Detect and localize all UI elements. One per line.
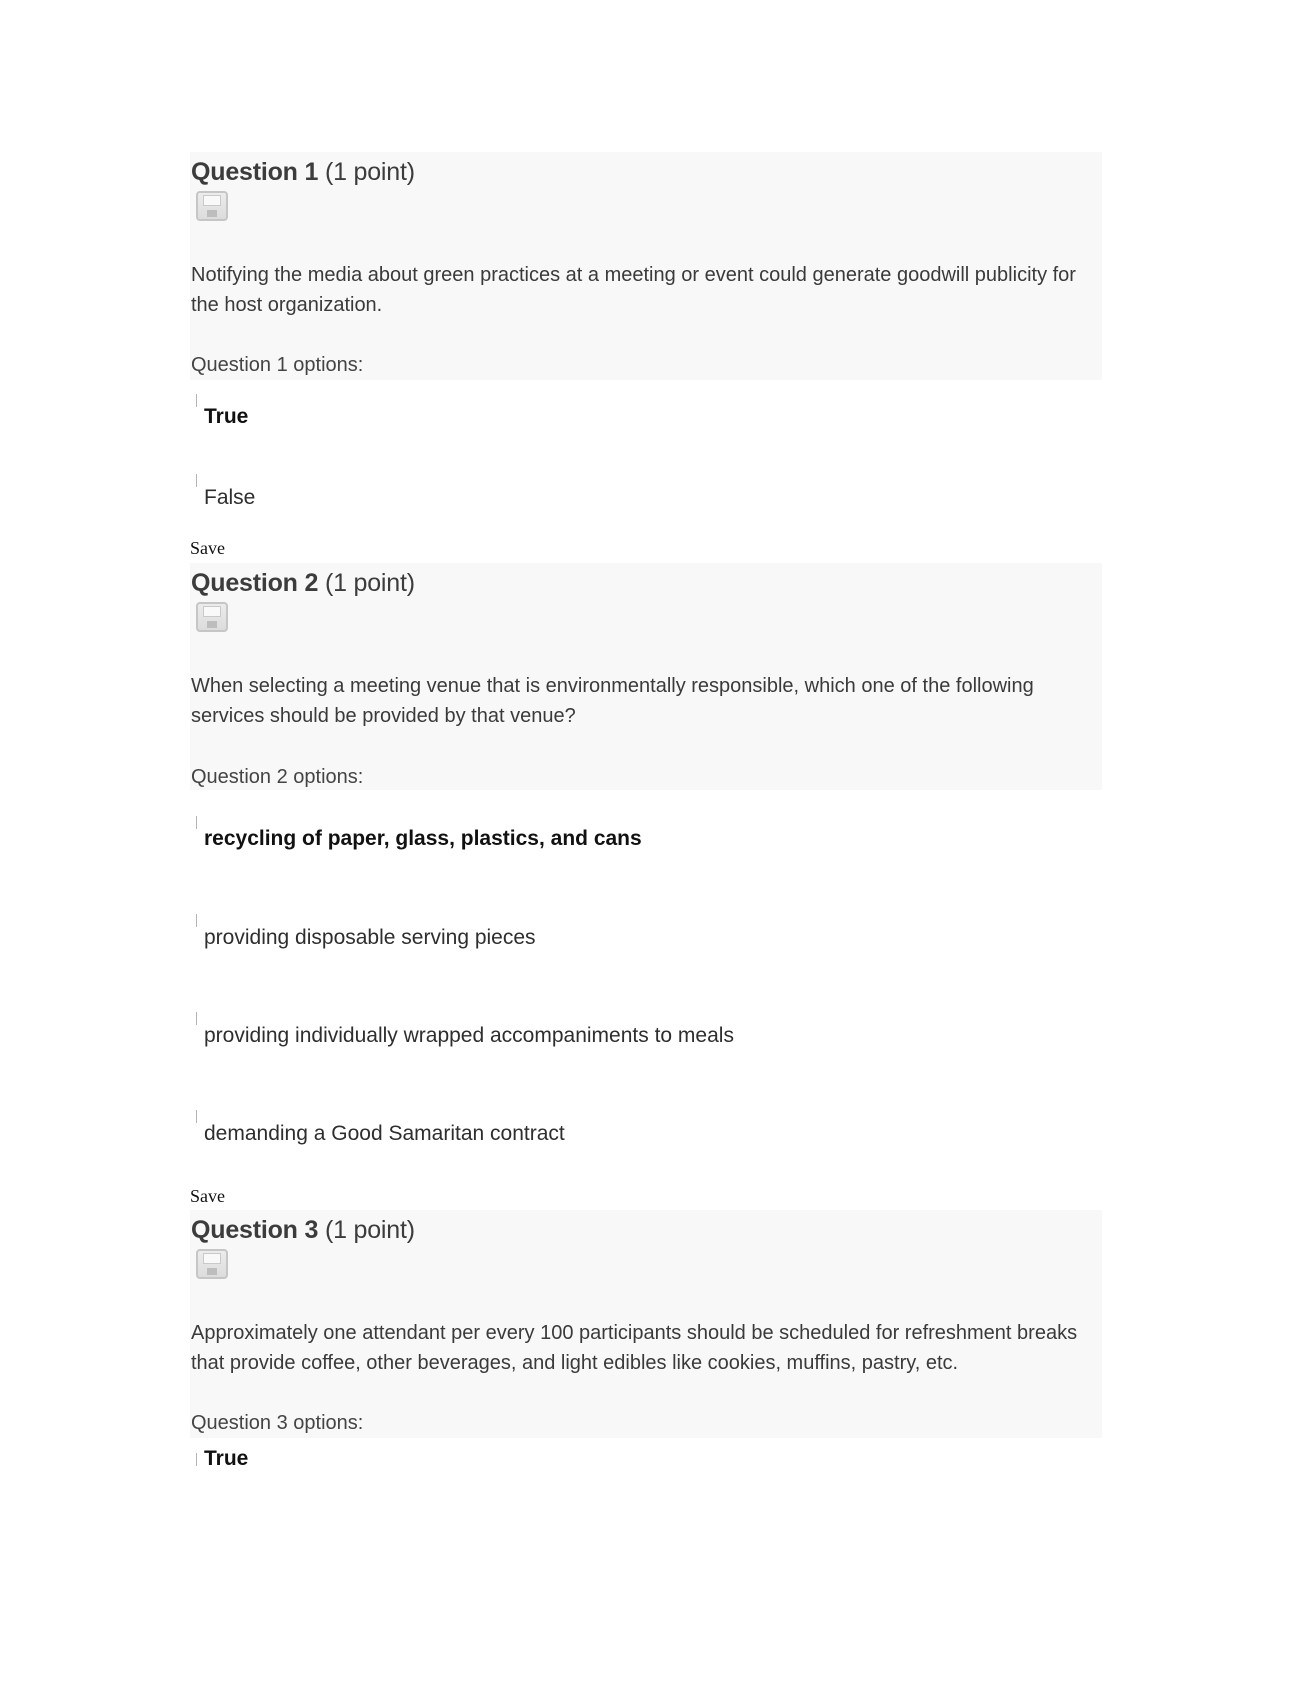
question-2-text: When selecting a meeting venue that is environmentally responsible, which one of the following services should be provided by that venue? (191, 675, 1034, 727)
question-2-option-2[interactable]: providing disposable serving pieces (204, 926, 536, 949)
question-1-points: (1 point) (324, 158, 415, 186)
radio-button-icon[interactable] (196, 1110, 197, 1123)
radio-button-icon[interactable] (196, 474, 197, 487)
question-1-save-link[interactable]: Save (190, 538, 225, 558)
question-2-points: (1 point) (324, 569, 415, 597)
question-1-option-false[interactable]: False (204, 486, 256, 509)
radio-button-icon[interactable] (196, 816, 197, 829)
question-2-save-link[interactable]: Save (190, 1186, 225, 1206)
question-2-options-label: Question 2 options: (191, 766, 364, 788)
question-2-option-4[interactable]: demanding a Good Samaritan contract (204, 1122, 565, 1145)
radio-button-icon[interactable] (196, 394, 197, 407)
question-1-text: Notifying the media about green practices at a meeting or event could generate goodwill publicity for the host organization. (191, 264, 1076, 316)
radio-button-icon[interactable] (196, 914, 197, 927)
floppy-disk-icon[interactable] (196, 1249, 228, 1279)
floppy-disk-icon[interactable] (196, 602, 228, 632)
question-1-number: Question 1 (191, 158, 319, 186)
question-3-text: Approximately one attendant per every 100 participants should be scheduled for refreshment breaks that provide coffee, other beverages, and light edibles like cookies, muffins, pastry, etc. (191, 1322, 1078, 1374)
floppy-disk-icon[interactable] (196, 191, 228, 221)
radio-button-icon[interactable] (196, 1453, 197, 1466)
question-3-option-true[interactable]: True (204, 1447, 249, 1470)
question-2-option-1[interactable]: recycling of paper, glass, plastics, and cans (204, 827, 642, 850)
question-3-title (191, 1216, 415, 1245)
question-1-title (191, 158, 415, 187)
question-2-title (191, 569, 415, 598)
radio-button-icon[interactable] (196, 1012, 197, 1025)
question-1-options-label: Question 1 options: (191, 354, 364, 376)
question-1-option-true[interactable]: True (204, 405, 249, 428)
question-3-points: (1 point) (324, 1216, 415, 1244)
question-3-options-label: Question 3 options: (191, 1412, 364, 1434)
question-2-option-3[interactable]: providing individually wrapped accompaniments to meals (204, 1024, 734, 1047)
question-2-number: Question 2 (191, 569, 319, 597)
question-3-number: Question 3 (191, 1216, 319, 1244)
